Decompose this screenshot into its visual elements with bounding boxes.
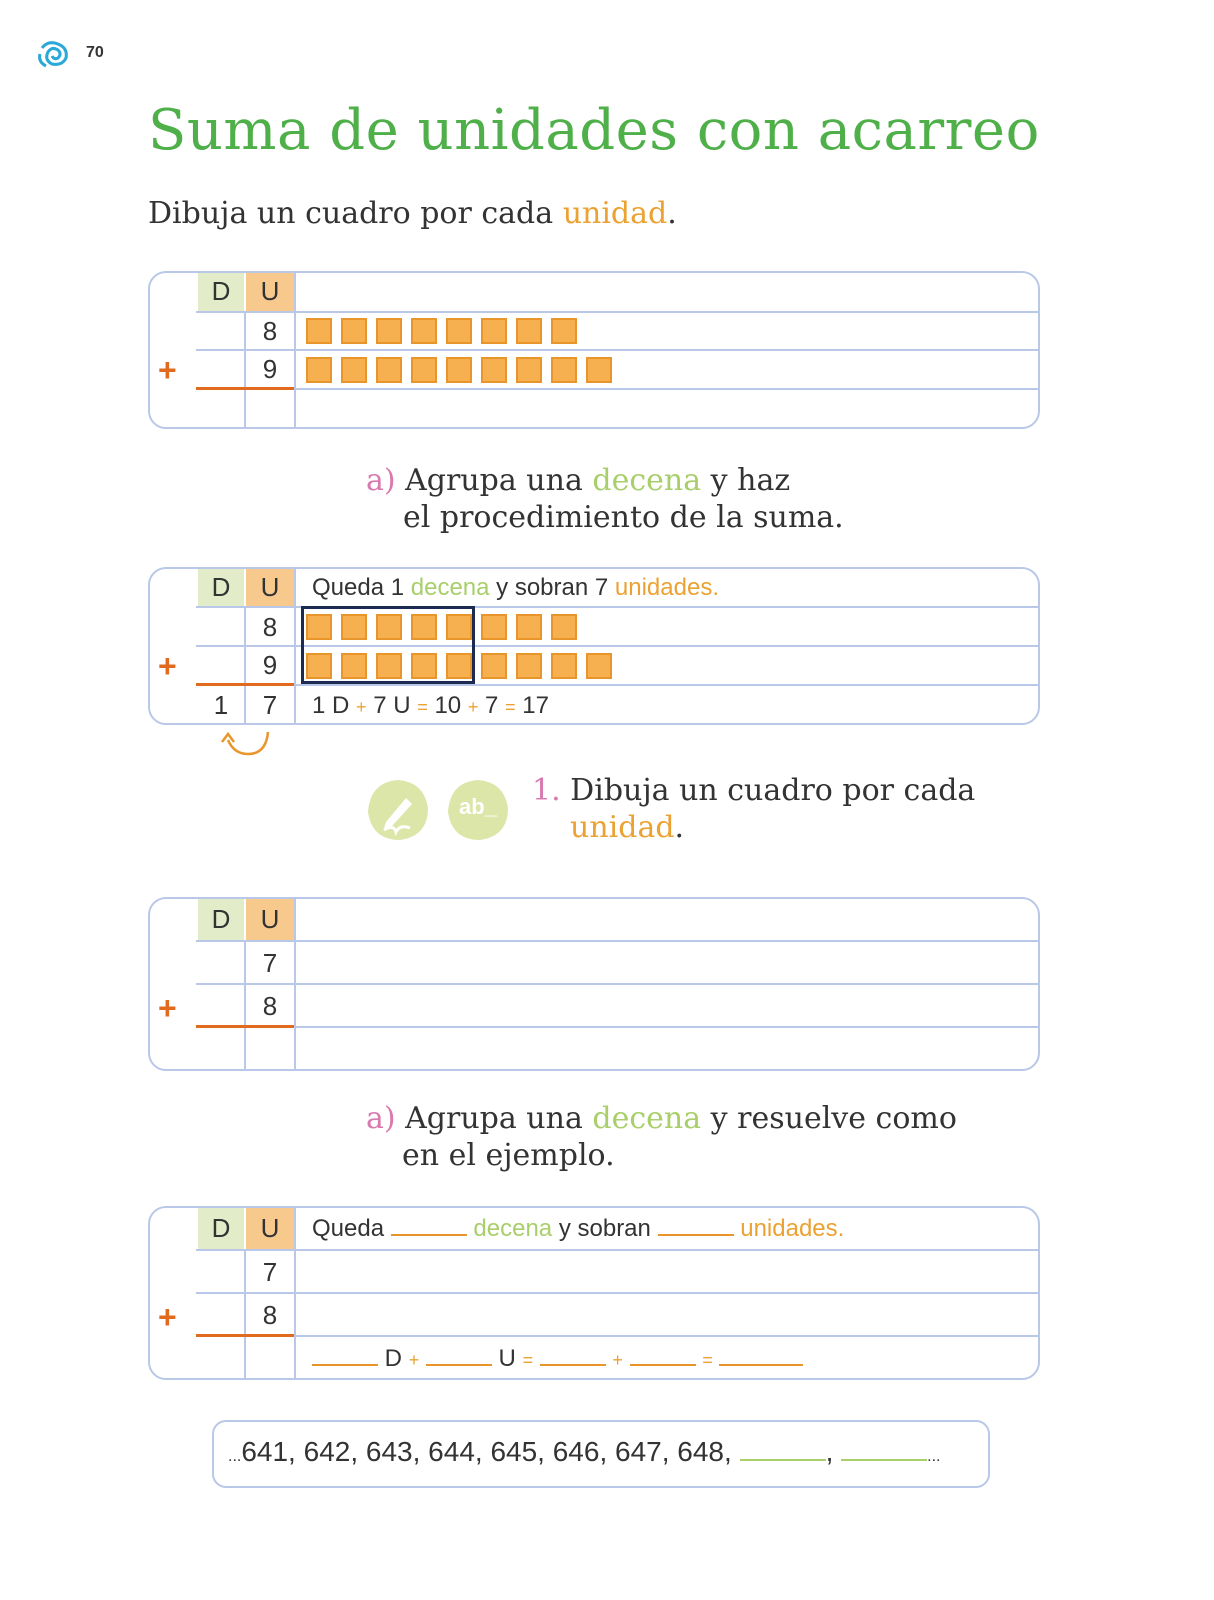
row-line [196, 983, 1040, 985]
eq-equals: = [505, 697, 516, 717]
exercise-1-instruction [532, 773, 975, 808]
plus-sign: + [158, 648, 177, 684]
unit-square [376, 318, 402, 344]
sequence-numbers: 641, 642, 643, 644, 645, 646, 647, 648, [241, 1436, 732, 1467]
example-note [312, 574, 719, 602]
exercise-text: Dibuja un cuadro por cada [570, 773, 976, 808]
logo-icon [38, 38, 74, 70]
decena-word: decena [410, 574, 490, 601]
header-u: U [260, 572, 280, 602]
unit-square [446, 318, 472, 344]
page-number: 70 [86, 44, 104, 61]
step-a-instruction [366, 462, 790, 500]
unit-square [341, 357, 367, 383]
header-d: D [211, 1213, 231, 1243]
addend-u: 9 [262, 650, 278, 680]
eq-equals: = [417, 697, 428, 717]
decena-word: decena [473, 1215, 553, 1242]
unit-square [376, 357, 402, 383]
eq-term: 7 U [373, 692, 411, 719]
unit-square [481, 653, 507, 679]
row-line [196, 1292, 1040, 1294]
eq-term: 1 D [312, 692, 350, 719]
carry-arrow-icon [220, 728, 276, 760]
intro-text: Dibuja un cuadro por cada [148, 196, 563, 231]
sum-line [196, 1334, 294, 1337]
header-u: U [260, 904, 280, 934]
plus-sign: + [158, 990, 177, 1026]
note-text: Queda [312, 1215, 385, 1242]
sum-line [196, 1025, 294, 1028]
decena-highlight: decena [592, 1101, 702, 1136]
note-text: y sobran 7 [489, 574, 615, 601]
eq-term: 17 [522, 692, 549, 719]
header-d: D [211, 572, 231, 602]
unit-square [481, 357, 507, 383]
unit-square [341, 318, 367, 344]
intro-highlight: unidad [562, 196, 668, 231]
row-line [294, 684, 1040, 686]
fill-note [312, 1215, 844, 1243]
row-line [294, 388, 1040, 390]
unit-square [516, 357, 542, 383]
row-line [196, 311, 1040, 313]
sequence-blank-1[interactable] [740, 1459, 826, 1461]
equation [312, 692, 549, 720]
step-a2-line2: en el ejemplo. [402, 1138, 615, 1173]
fill-equation [312, 1345, 803, 1373]
eq-blank-result[interactable] [719, 1364, 803, 1366]
eq-blank[interactable] [630, 1364, 696, 1366]
step-a-line2: el procedimiento de la suma. [403, 500, 844, 535]
unit-square [551, 318, 577, 344]
step-text: Agrupa una [405, 1101, 593, 1136]
result-d: 1 [213, 690, 229, 720]
sum-line [196, 683, 294, 686]
row-line [196, 940, 1040, 942]
decena-group-frame [301, 606, 475, 684]
header-u: U [260, 1213, 280, 1243]
unit-square [551, 653, 577, 679]
sequence-suffix: ... [927, 1448, 941, 1465]
row-line [196, 1249, 1040, 1251]
eq-equals: = [702, 1350, 713, 1370]
sequence-comma: , [825, 1436, 834, 1467]
exercise-number: 1. [532, 773, 561, 808]
note-period: . [837, 1215, 845, 1242]
unit-square [481, 614, 507, 640]
decena-count-blank[interactable] [391, 1234, 467, 1236]
unit-square [446, 357, 472, 383]
header-d: D [211, 276, 231, 306]
eq-blank-d[interactable] [312, 1364, 378, 1366]
unit-square [411, 357, 437, 383]
addend-u: 7 [262, 948, 278, 978]
unidad-highlight: unidad [570, 810, 675, 845]
unit-square [306, 357, 332, 383]
unit-square [481, 318, 507, 344]
note-period: . [712, 574, 719, 601]
eq-equals: = [522, 1350, 534, 1370]
unit-square [516, 318, 542, 344]
intro-period: . [667, 196, 677, 231]
eq-blank-u[interactable] [426, 1364, 492, 1366]
number-sequence [228, 1436, 940, 1468]
note-text: y sobran [558, 1215, 651, 1242]
sum-line [196, 387, 294, 390]
plus-sign: + [158, 352, 177, 388]
unit-square [551, 614, 577, 640]
step-text: Agrupa una [405, 463, 593, 498]
eq-u: U [498, 1345, 516, 1372]
unit-square [516, 653, 542, 679]
addend-u: 8 [262, 316, 278, 346]
unit-square [551, 357, 577, 383]
eq-term: 7 [485, 692, 499, 719]
step-a-instruction-2 [366, 1101, 957, 1136]
eq-term: 10 [434, 692, 462, 719]
row-line [294, 1335, 1040, 1337]
addend-u: 8 [262, 612, 278, 642]
unit-square [411, 318, 437, 344]
result-u: 7 [262, 690, 278, 720]
exercise-period: . [674, 810, 685, 845]
writing-icon [446, 778, 510, 842]
unit-square [306, 318, 332, 344]
unidades-word: unidades [614, 574, 713, 601]
eq-d: D [384, 1345, 403, 1372]
eq-plus: + [467, 697, 479, 717]
row-line [294, 1026, 1040, 1028]
eq-plus: + [356, 697, 367, 717]
eq-plus: + [408, 1350, 420, 1370]
intro-instruction [148, 196, 677, 231]
page-title: Suma de unidades con acarreo [148, 98, 1040, 163]
unit-square [586, 357, 612, 383]
unit-square [516, 614, 542, 640]
addend-u: 9 [262, 354, 278, 384]
step-text: y resuelve como [701, 1101, 957, 1136]
step-marker: a) [366, 463, 396, 498]
row-line [196, 349, 1040, 351]
step-marker: a) [366, 1101, 396, 1136]
addend-u: 8 [262, 991, 278, 1021]
step-text: y haz [701, 463, 791, 498]
eq-blank[interactable] [540, 1364, 606, 1366]
sequence-blank-2[interactable] [841, 1459, 927, 1461]
exercise-1-line2 [570, 810, 684, 845]
note-text: Queda 1 [312, 574, 411, 601]
addend-u: 7 [262, 1257, 278, 1287]
sequence-prefix: ... [228, 1448, 242, 1465]
writing-icon-label: ab_ [459, 794, 497, 819]
unidades-word: unidades [740, 1215, 838, 1242]
pencil-icon [366, 778, 430, 842]
header-u: U [260, 276, 280, 306]
unit-square [586, 653, 612, 679]
unidades-count-blank[interactable] [658, 1234, 734, 1236]
addend-u: 8 [262, 1300, 278, 1330]
plus-sign: + [158, 1299, 177, 1335]
header-d: D [211, 904, 231, 934]
decena-highlight: decena [592, 463, 702, 498]
eq-plus: + [612, 1350, 623, 1370]
